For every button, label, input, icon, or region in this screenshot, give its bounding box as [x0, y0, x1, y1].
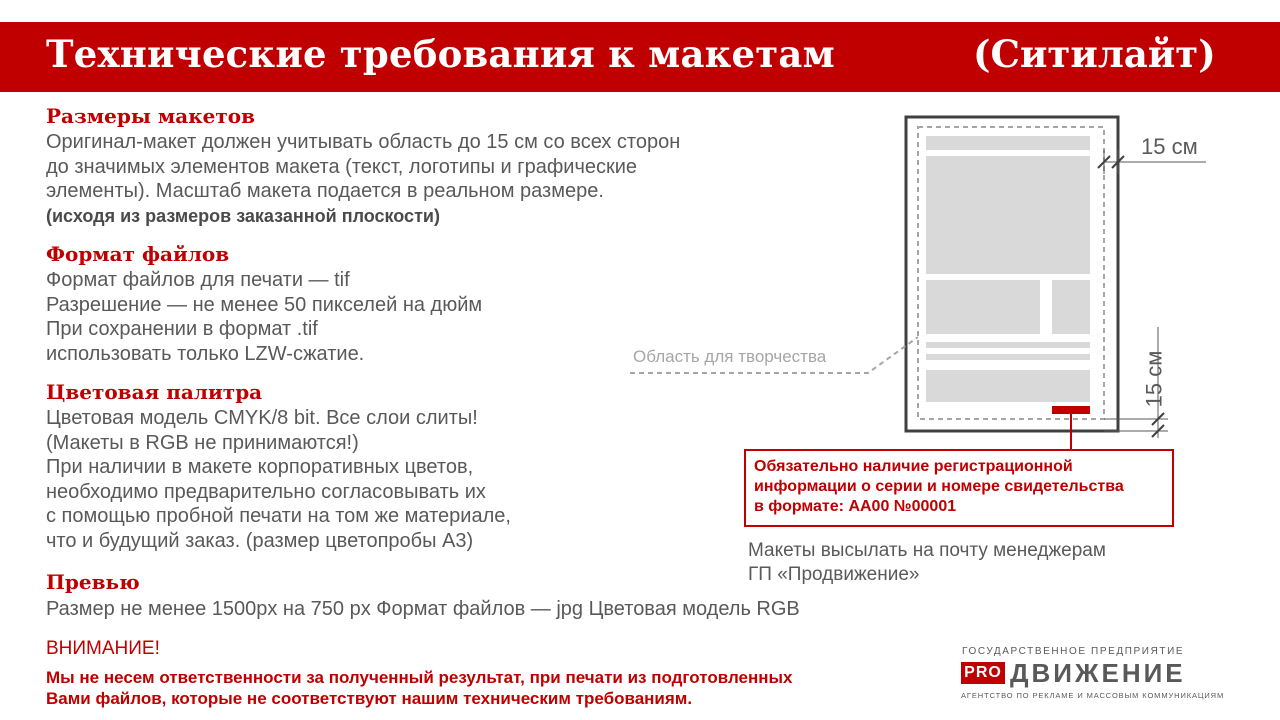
creative-area-label: Область для творчества — [633, 347, 827, 366]
text-line: Макеты высылать на почту менеджерам — [748, 540, 1106, 561]
text-line: Мы не несем ответственности за полученный результат, при печати из подготовленных — [46, 668, 793, 687]
page-title: Технические требования к макетам — [46, 32, 835, 76]
section-heading-palette: Цветовая палитра — [46, 380, 263, 404]
text-line: информации о серии и номере свидетельства — [754, 478, 1124, 495]
text-line: элементы). Масштаб макета подается в реальном размере. — [46, 180, 604, 202]
sizes-note: (исходя из размеров заказанной плоскости) — [46, 205, 440, 226]
dimension-label-top: 15 см — [1141, 134, 1198, 159]
warning-heading: ВНИМАНИЕ! — [46, 638, 160, 659]
dimension-label-side: 15 см — [1141, 350, 1167, 408]
send-note — [748, 539, 1106, 587]
text-line: При сохранении в формат .tif — [46, 318, 318, 340]
section-heading-preview: Превью — [46, 570, 140, 594]
text-line: (Макеты в RGB не принимаются!) — [46, 431, 359, 454]
text-line: При наличии в макете корпоративных цветов, — [46, 456, 474, 478]
registration-text — [754, 457, 1124, 517]
placeholder-block-left — [926, 280, 1040, 334]
text-line: ГП «Продвижение» — [748, 564, 920, 585]
placeholder-line — [926, 354, 1090, 360]
registration-marker — [1052, 406, 1090, 414]
logo-pro-badge: PRO — [961, 662, 1005, 684]
text-line: Формат файлов для печати — tif — [46, 269, 350, 291]
logo-wordmark: ДВИЖЕНИЕ — [1010, 658, 1186, 688]
text-line: необходимо предварительно согласовывать их — [46, 480, 486, 503]
logo-caption-top: ГОСУДАРСТВЕННОЕ ПРЕДПРИЯТИЕ — [962, 646, 1185, 657]
text-line: использовать только LZW-сжатие. — [46, 342, 365, 365]
text-line: в формате: АА00 №00001 — [754, 498, 957, 515]
text-line: Вами файлов, которые не соответствуют нашим техническим требованиям. — [46, 689, 693, 708]
text-line: с помощью пробной печати на том же материале, — [46, 505, 511, 527]
placeholder-line — [926, 342, 1090, 348]
text-line: Обязательно наличие регистрационной — [754, 458, 1073, 475]
page-subtitle: (Ситилайт) — [973, 32, 1216, 76]
text-line: Оригинал-макет должен учитывать область до 15 см со всех сторон — [46, 131, 681, 153]
section-heading-format: Формат файлов — [46, 242, 230, 266]
section-heading-sizes: Размеры макетов — [46, 104, 255, 128]
placeholder-main — [926, 156, 1090, 274]
text-line: до значимых элементов макета (текст, логотипы и графические — [46, 155, 638, 178]
text-line: что и будущий заказ. (размер цветопробы А3) — [46, 529, 474, 552]
logo-caption-bottom: АГЕНТСТВО ПО РЕКЛАМЕ И МАССОВЫМ КОММУНИКАЦИЯМ — [961, 691, 1225, 700]
placeholder-footer — [926, 370, 1090, 402]
text-line: Размер не менее 1500px на 750 px Формат файлов — jpg Цветовая модель RGB — [46, 598, 800, 620]
placeholder-block-right — [1052, 280, 1090, 334]
text-line: Разрешение — не менее 50 пикселей на дюйм — [46, 293, 483, 316]
placeholder-header — [926, 136, 1090, 150]
text-line: Цветовая модель CMYK/8 bit. Все слои слиты! — [46, 407, 478, 429]
